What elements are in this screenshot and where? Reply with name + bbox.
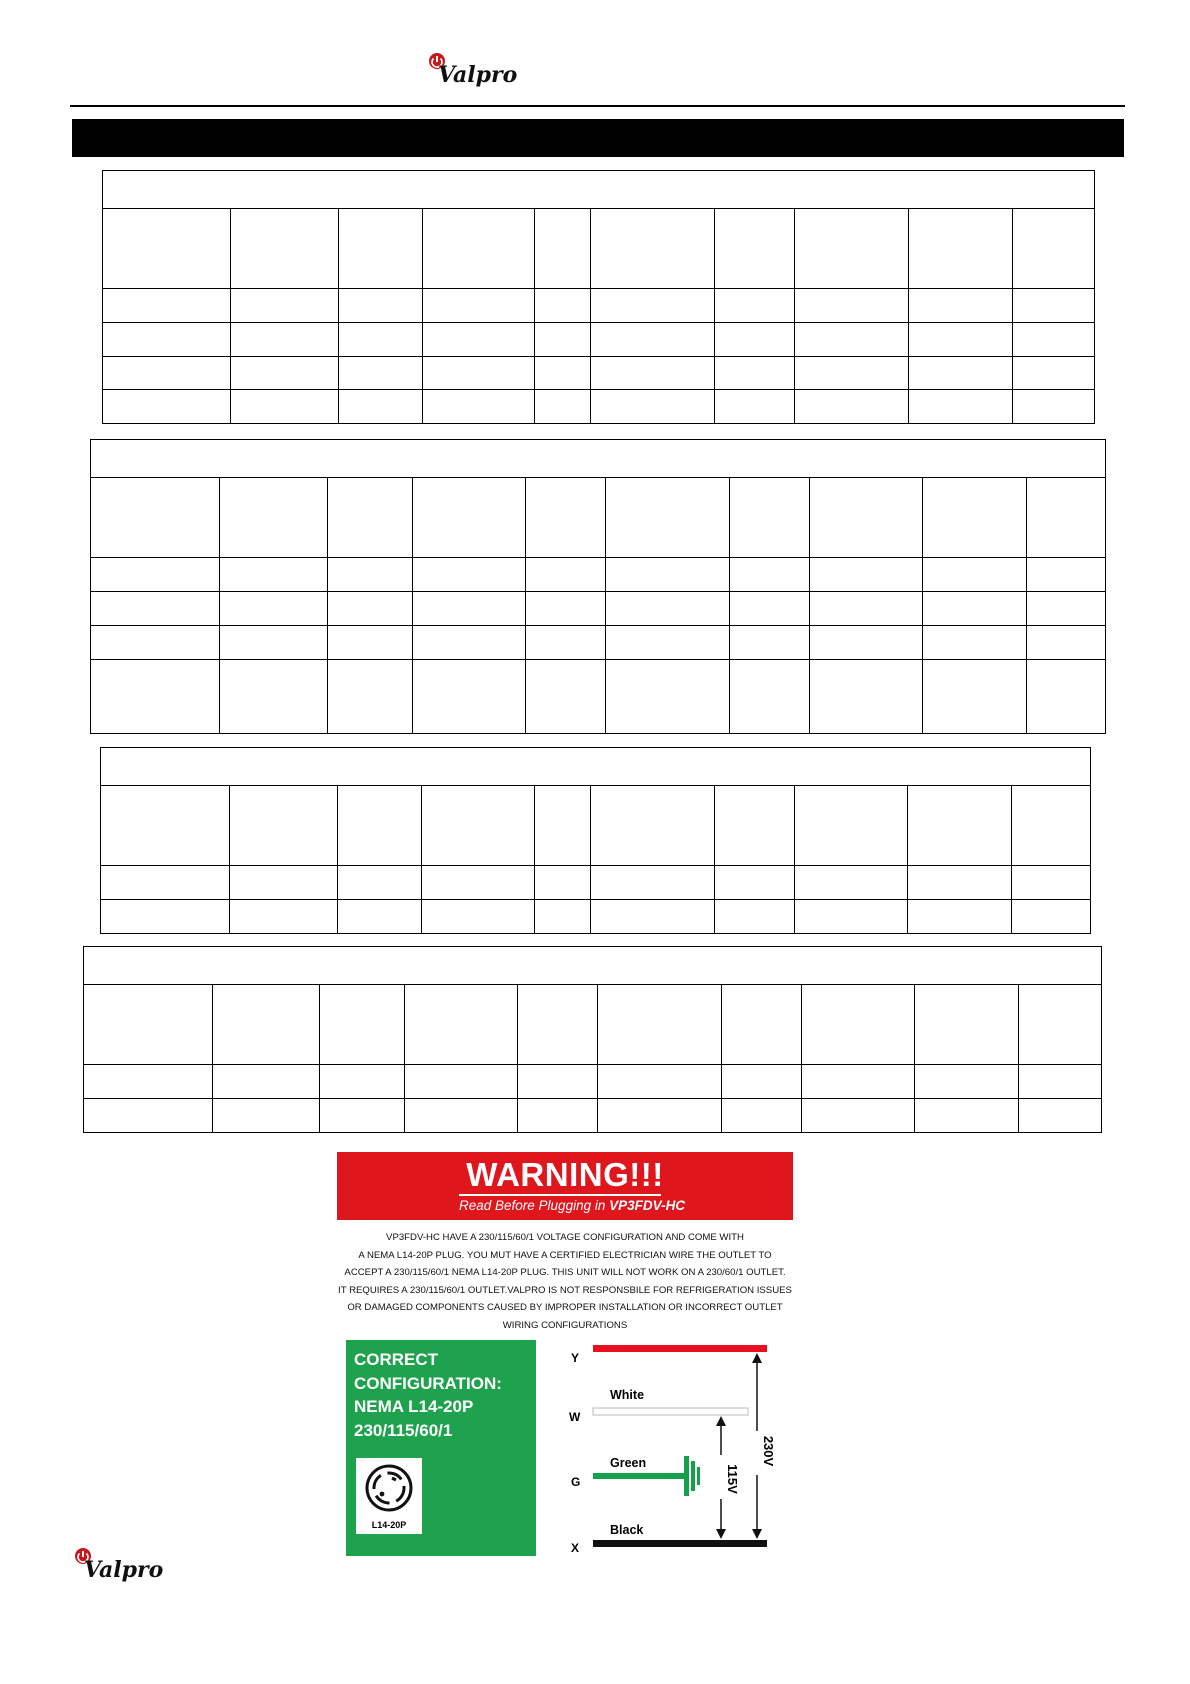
table-header-row <box>103 209 1095 289</box>
valpro-logo-top <box>426 50 518 92</box>
table-title-row <box>84 947 1102 985</box>
wire-label-green: Green <box>610 1456 647 1470</box>
spec-table-1 <box>102 170 1095 424</box>
wire-letter-w: W <box>569 1410 581 1424</box>
table-row <box>91 592 1106 626</box>
warning-title: WARNING!!! <box>466 1156 664 1193</box>
table-row <box>91 660 1106 734</box>
spec-table-2 <box>90 439 1106 734</box>
table-row <box>103 289 1095 323</box>
warning-underline <box>459 1194 661 1196</box>
nema-plug-icon <box>356 1458 422 1518</box>
ground-icon <box>684 1456 700 1496</box>
warning-body <box>312 1229 818 1335</box>
valpro-logo-bottom <box>72 1545 164 1587</box>
voltage-230v-label: 230V <box>761 1435 776 1467</box>
table-row <box>103 323 1095 357</box>
warning-line: WIRING CONFIGURATIONS <box>502 1319 628 1331</box>
table-row <box>84 1099 1102 1133</box>
wire-label-white: White <box>610 1388 645 1402</box>
warning-line: OR DAMAGED COMPONENTS CAUSED BY IMPROPER INSTALLATION OR INCORRECT OUTLET <box>347 1302 783 1314</box>
wiring-diagram <box>590 1345 780 1560</box>
table-row <box>101 866 1091 900</box>
warning-line: VP3FDV-HC HAVE A 230/115/60/1 VOLTAGE CONFIGURATION AND COME WITH <box>386 1232 744 1243</box>
warning-line: ACCEPT A 230/115/60/1 NEMA L14-20P PLUG. THIS UNIT WILL NOT WORK ON A 230/60/1 OUTLET. <box>344 1267 786 1279</box>
wire-letter-y: Y <box>571 1351 580 1365</box>
table-row <box>91 558 1106 592</box>
wire-label-black: Black <box>610 1523 644 1537</box>
table-title-row <box>101 748 1091 786</box>
warning-line: A NEMA L14-20P PLUG. YOU MUT HAVE A CERTIFIED ELECTRICIAN WIRE THE OUTLET TO <box>358 1249 772 1261</box>
plug-diagram <box>356 1458 422 1534</box>
wire-x-black <box>593 1540 767 1547</box>
logo-text: Valpro <box>84 1557 164 1583</box>
table-row <box>101 900 1091 934</box>
wire-g-green <box>593 1473 684 1479</box>
wire-y-red <box>593 1345 767 1352</box>
wire-w-white <box>593 1408 748 1415</box>
wire-letter-g: G <box>571 1475 581 1489</box>
warning-subtitle: Read Before Plugging in VP3FDV-HC <box>459 1198 686 1213</box>
plug-label: L14-20P <box>371 1520 407 1530</box>
table-title-row <box>91 440 1106 478</box>
section-title-bar <box>72 119 1124 157</box>
logo-text: Valpro <box>438 62 518 88</box>
table-header-row <box>91 478 1106 558</box>
spec-table-3 <box>100 747 1091 934</box>
voltage-115v-label: 115V <box>725 1464 740 1494</box>
table-header-row <box>84 985 1102 1065</box>
table-header-row <box>101 786 1091 866</box>
table-title-row <box>103 171 1095 209</box>
table-row <box>84 1065 1102 1099</box>
table-row <box>91 626 1106 660</box>
wire-letter-x: X <box>571 1541 580 1555</box>
warning-banner <box>337 1152 793 1220</box>
spec-table-4 <box>83 946 1102 1133</box>
correct-configuration-box <box>346 1340 536 1556</box>
configuration-title: CORRECT CONFIGURATION: NEMA L14-20P 230/115/60/1 <box>354 1350 502 1440</box>
header-rule <box>70 105 1125 107</box>
table-row <box>103 390 1095 424</box>
warning-line: IT REQUIRES A 230/115/60/1 OUTLET.VALPRO IS NOT RESPONSBILE FOR REFRIGERATION ISSUES <box>338 1284 792 1296</box>
table-row <box>103 357 1095 390</box>
